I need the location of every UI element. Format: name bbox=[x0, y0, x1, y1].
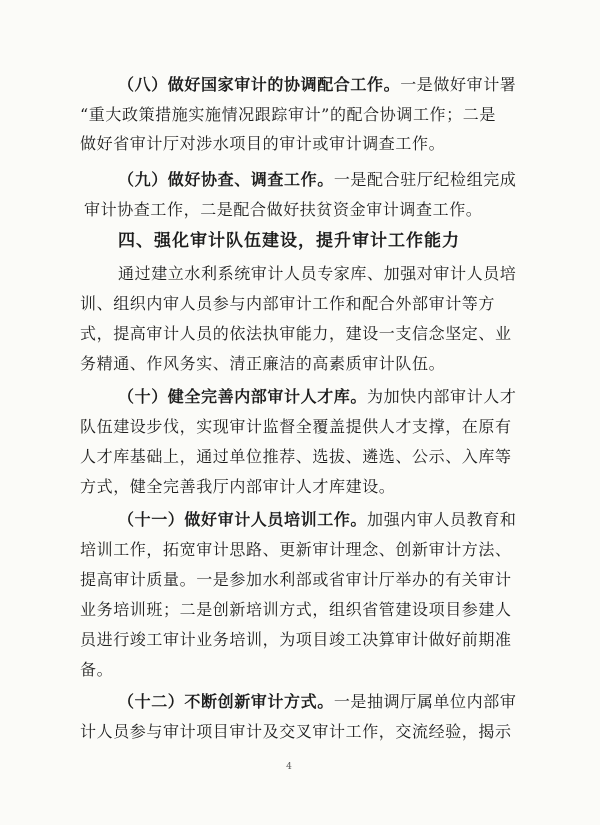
section-12-text: 一是抽调厅属单位内部审 bbox=[333, 692, 517, 711]
section-10-line-3: 人才库基础上，通过单位推荐、选拔、遴选、公示、入库等 bbox=[80, 447, 512, 466]
section-10-line-2: 队伍建设步伐，实现审计监督全覆盖提供人才支撑，在原有 bbox=[80, 417, 512, 436]
section-9-line-2: 审计协查工作，二是配合做好扶贫资金审计调查工作。 bbox=[84, 200, 483, 219]
section-8-title: （八）做好国家审计的协调配合工作。 bbox=[118, 75, 401, 94]
section-8-text: 一是做好审计署 bbox=[400, 75, 517, 94]
section-9-text: 一是配合驻厅纪检组完成 bbox=[333, 170, 517, 189]
part-4-line-4: 务精通、作风务实、清正廉洁的高素质审计队伍。 bbox=[80, 354, 446, 373]
section-10-title: （十）健全完善内部审计人才库。 bbox=[118, 387, 368, 406]
section-11-line-4: 业务培训班；二是创新培训方式，组织省管建设项目参建人 bbox=[80, 600, 512, 619]
section-8-line-2: “重大政策措施实施情况跟踪审计”的配合协调工作；二是 bbox=[80, 105, 496, 124]
section-10-text: 为加快内部审计人才 bbox=[367, 387, 517, 406]
part-4-line-2: 训、组织内审人员参与内部审计工作和配合外部审计等方 bbox=[80, 294, 496, 313]
section-9-line-1 bbox=[118, 166, 516, 194]
section-11-title: （十一）做好审计人员培训工作。 bbox=[118, 510, 368, 529]
section-12-title: （十二）不断创新审计方式。 bbox=[118, 692, 334, 711]
section-11-line-1 bbox=[118, 506, 516, 534]
section-8-line-1 bbox=[118, 71, 516, 99]
section-11-line-6: 备。 bbox=[80, 660, 114, 679]
section-11-line-2: 培训工作，拓宽审计思路、更新审计理念、创新审计方法、 bbox=[80, 540, 512, 559]
section-12-line-2: 计人员参与审计项目审计及交叉审计工作，交流经验，揭示 bbox=[80, 722, 512, 741]
part-4-heading: 四、强化审计队伍建设，提升审计工作能力 bbox=[118, 231, 460, 251]
section-9-title: （九）做好协查、调查工作。 bbox=[118, 170, 334, 189]
part-4-line-1: 通过建立水利系统审计人员专家库、加强对审计人员培 bbox=[118, 264, 517, 283]
page-number: 4 bbox=[286, 762, 292, 772]
section-11-line-5: 员进行竣工审计业务培训，为项目竣工决算审计做好前期准 bbox=[80, 630, 512, 649]
section-10-line-4: 方式，健全完善我厅内部审计人才库建设。 bbox=[80, 477, 396, 496]
section-12-line-1 bbox=[118, 688, 516, 716]
section-11-text: 加强内审人员教育和 bbox=[367, 510, 517, 529]
part-4-line-3: 式，提高审计人员的依法执审能力，建设一支信念坚定、业 bbox=[80, 324, 512, 343]
section-10-line-1 bbox=[118, 383, 516, 411]
section-11-line-3: 提高审计质量。一是参加水利部或省审计厅举办的有关审计 bbox=[80, 570, 512, 589]
section-8-line-3: 做好省审计厅对涉水项目的审计或审计调查工作。 bbox=[80, 134, 446, 153]
